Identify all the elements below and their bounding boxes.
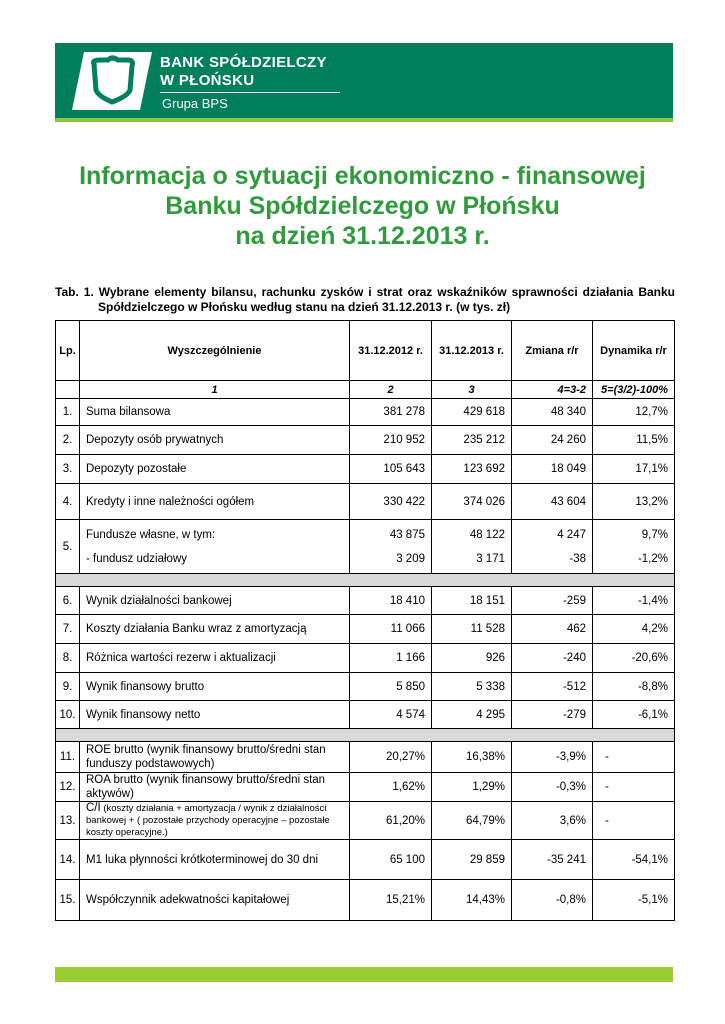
caption-line1: Tab. 1. Wybrane elementy bilansu, rachunku zysków i strat oraz wskaźników sprawności działania Banku [55, 285, 675, 299]
cell-change [512, 644, 593, 673]
value: 24 260 [550, 434, 586, 446]
table-row [56, 455, 675, 484]
cell-name [80, 587, 350, 615]
table-row [56, 615, 675, 644]
row-label: ROE brutto (wynik finansowy brutto/średni stan funduszy podstawowych) [86, 744, 326, 770]
separator-cell [56, 574, 675, 587]
table-row [56, 426, 675, 455]
cell-change [512, 673, 593, 701]
cell-lp: 8. [56, 644, 80, 673]
cell-name [80, 426, 350, 455]
value-main: 43 875 [389, 528, 425, 541]
logo-divider [160, 92, 340, 93]
value: - [605, 814, 609, 827]
row-label: Suma bilansowa [86, 406, 171, 418]
index-cell [56, 381, 80, 399]
cell-lp: 10. [56, 701, 80, 729]
cell-name [80, 742, 350, 773]
cell-lp: 6. [56, 587, 80, 615]
cell-v2012 [350, 701, 432, 729]
cell-change [512, 802, 593, 840]
value: -512 [562, 680, 586, 693]
cell-lp: 9. [56, 673, 80, 701]
value: -240 [562, 652, 586, 664]
cell-v2013 [432, 840, 512, 880]
value: 1,29% [472, 781, 505, 793]
value: 20,27% [385, 751, 425, 763]
col-header: Lp. [56, 321, 80, 381]
col-header: Zmiana r/r [512, 321, 593, 381]
cell-v2012 [350, 399, 432, 426]
cell-lp: 2. [56, 426, 80, 455]
table-row [56, 840, 675, 880]
cell-lp: 11. [56, 742, 80, 773]
table-row [56, 587, 675, 615]
cell-v2012 [350, 802, 432, 840]
value: 15,21% [385, 894, 425, 906]
cell-change [512, 701, 593, 729]
index-cell: 5=(3/2)-100% [593, 381, 675, 399]
cell-v2013 [432, 587, 512, 615]
cell-change [512, 455, 593, 484]
bank-logo-icon [72, 52, 152, 110]
cell-v2012 [350, 615, 432, 644]
cell-v2013 [432, 399, 512, 426]
cell-v2013 [432, 484, 512, 520]
cell-dyn [593, 673, 675, 701]
value-main: Fundusze własne, w tym: [86, 528, 216, 541]
separator-row [56, 574, 675, 587]
cell-v2012 [350, 673, 432, 701]
header-row [56, 321, 675, 381]
value: -279 [562, 708, 586, 721]
value: -54,1% [631, 853, 668, 866]
value: -0,8% [555, 894, 586, 906]
cell-v2013 [432, 520, 512, 574]
row-label: ROA brutto (wynik finansowy brutto/średni stan aktywów) [86, 774, 326, 800]
title-line1: Informacja o sytuacji ekonomiczno - finansowej [79, 162, 646, 190]
table-row [56, 773, 675, 802]
value: -5,1% [637, 894, 668, 906]
value: 16,38% [465, 751, 505, 763]
value-main: 4 247 [557, 528, 586, 541]
cell-v2012 [350, 840, 432, 880]
index-cell: 3 [432, 381, 512, 399]
value: 210 952 [383, 434, 425, 446]
cell-lp: 5. [56, 520, 80, 574]
cell-lp: 4. [56, 484, 80, 520]
value: 235 212 [463, 434, 505, 446]
value: 18 410 [389, 594, 425, 607]
value: -6,1% [637, 708, 668, 721]
cell-v2012 [350, 644, 432, 673]
value: 12,7% [635, 406, 668, 418]
table-row [56, 520, 675, 574]
cell-dyn [593, 484, 675, 520]
col-header: 31.12.2013 r. [432, 321, 512, 381]
cell-name [80, 484, 350, 520]
value: 65 100 [389, 853, 425, 866]
value: 462 [566, 623, 586, 635]
cell-name [80, 455, 350, 484]
cell-lp: 3. [56, 455, 80, 484]
value: 29 859 [469, 853, 505, 866]
cell-v2012 [350, 742, 432, 773]
cell-lp: 1. [56, 399, 80, 426]
value: 11,5% [636, 434, 668, 446]
value: -8,8% [637, 680, 668, 693]
table-row [56, 701, 675, 729]
group-name: Grupa BPS [162, 96, 228, 111]
col-header: Dynamika r/r [593, 321, 675, 381]
value: -3,9% [555, 751, 586, 763]
value-sub: - fundusz udziałowy [86, 552, 187, 565]
value: 5 850 [396, 680, 425, 693]
row-label: Depozyty osób prywatnych [86, 434, 224, 446]
value: 14,43% [465, 894, 505, 906]
cell-dyn [593, 644, 675, 673]
footer-band [55, 967, 673, 982]
row-label: Współczynnik adekwatności kapitałowej [86, 894, 290, 906]
cell-v2012 [350, 484, 432, 520]
value: 429 618 [463, 406, 505, 418]
value: 5 338 [476, 680, 505, 693]
cell-change [512, 840, 593, 880]
cell-change [512, 880, 593, 921]
row-label: Różnica wartości rezerw i aktualizacji [86, 652, 276, 664]
value: 61,20% [385, 814, 425, 827]
index-row [56, 381, 675, 399]
cell-v2013 [432, 880, 512, 921]
cell-change [512, 426, 593, 455]
cell-v2013 [432, 773, 512, 802]
cell-dyn [593, 399, 675, 426]
value: 105 643 [383, 463, 425, 475]
cell-lp: 14. [56, 840, 80, 880]
value: 64,79% [465, 814, 505, 827]
cell-v2013 [432, 426, 512, 455]
value: 43 604 [550, 495, 586, 508]
row-label-prefix: C/I [86, 802, 101, 814]
value: 13,2% [635, 495, 668, 508]
cell-change [512, 587, 593, 615]
value: - [605, 781, 609, 793]
title-line2: Banku Spółdzielczego w Płońsku [165, 192, 560, 220]
cell-dyn [593, 773, 675, 802]
value: 4 574 [396, 708, 425, 721]
value: 330 422 [383, 495, 425, 508]
cell-v2013 [432, 742, 512, 773]
value-sub: 3 171 [476, 552, 505, 565]
index-cell: 4=3-2 [512, 381, 593, 399]
table-row [56, 742, 675, 773]
value-sub: -38 [569, 552, 586, 565]
cell-name [80, 644, 350, 673]
cell-v2013 [432, 455, 512, 484]
cell-name [80, 673, 350, 701]
cell-dyn [593, 742, 675, 773]
cell-change [512, 399, 593, 426]
value: 123 692 [463, 463, 505, 475]
cell-dyn [593, 880, 675, 921]
value: 4,2% [641, 623, 668, 635]
value: 1 166 [396, 652, 425, 664]
value: - [605, 751, 609, 763]
value: 381 278 [383, 406, 425, 418]
cell-lp: 7. [56, 615, 80, 644]
value: -35 241 [546, 853, 586, 866]
cell-name [80, 615, 350, 644]
financial-table [55, 320, 675, 921]
index-cell: 2 [350, 381, 432, 399]
bank-name-line2: W PŁOŃSKU [160, 72, 255, 89]
value-sub: -1,2% [637, 552, 668, 565]
cell-name [80, 520, 350, 574]
cell-v2012 [350, 426, 432, 455]
cell-v2013 [432, 673, 512, 701]
cell-dyn [593, 840, 675, 880]
cell-v2012 [350, 455, 432, 484]
cell-v2012 [350, 773, 432, 802]
table-row [56, 880, 675, 921]
value: 18 151 [469, 594, 505, 607]
cell-v2013 [432, 615, 512, 644]
value: 926 [485, 652, 505, 664]
value: 18 049 [550, 463, 586, 475]
col-header: Wyszczególnienie [80, 321, 350, 381]
separator-row [56, 729, 675, 742]
row-label: Wynik finansowy netto [86, 708, 201, 721]
cell-v2012 [350, 520, 432, 574]
value: 1,62% [392, 781, 425, 793]
cell-lp: 13. [56, 802, 80, 840]
header-strip [55, 118, 673, 122]
value: -259 [562, 594, 586, 607]
table-row [56, 802, 675, 840]
table-caption [55, 285, 675, 315]
cell-v2013 [432, 644, 512, 673]
table-row [56, 399, 675, 426]
title-line3: na dzień 31.12.2013 r. [235, 222, 490, 250]
cell-lp: 15. [56, 880, 80, 921]
cell-change [512, 520, 593, 574]
value: 17,1% [635, 463, 668, 475]
row-label: Depozyty pozostałe [86, 463, 187, 475]
row-label: M1 luka płynności krótkoterminowej do 30 dni [86, 853, 319, 866]
value-main: 48 122 [469, 528, 505, 541]
value-sub: 3 209 [396, 552, 425, 565]
row-label: Koszty działania Banku wraz z amortyzacją [86, 623, 307, 635]
cell-change [512, 615, 593, 644]
value: -20,6% [631, 652, 668, 664]
cell-change [512, 773, 593, 802]
value-main: 9,7% [641, 528, 668, 541]
value: 11 066 [390, 623, 425, 635]
value: 11 528 [470, 623, 505, 635]
caption-line2: Spółdzielczego w Płońsku według stanu na dzień 31.12.2013 r. (w tys. zł) [98, 300, 511, 314]
table-row [56, 673, 675, 701]
cell-change [512, 742, 593, 773]
cell-name [80, 840, 350, 880]
col-header: 31.12.2012 r. [350, 321, 432, 381]
cell-v2013 [432, 701, 512, 729]
value: -1,4% [637, 594, 668, 607]
cell-name [80, 802, 350, 840]
cell-dyn [593, 701, 675, 729]
value: 374 026 [463, 495, 505, 508]
value: -0,3% [555, 781, 586, 793]
value: 48 340 [550, 406, 586, 418]
value: 3,6% [559, 814, 586, 827]
bank-name-line1: BANK SPÓŁDZIELCZY [160, 54, 327, 71]
separator-cell [56, 729, 675, 742]
cell-dyn [593, 426, 675, 455]
cell-name [80, 880, 350, 921]
index-cell: 1 [80, 381, 350, 399]
value: 4 295 [476, 708, 505, 721]
row-label: Kredyty i inne należności ogółem [86, 495, 255, 508]
row-label: Wynik działalności bankowej [86, 594, 232, 607]
row-label: Wynik finansowy brutto [86, 680, 205, 693]
cell-v2012 [350, 880, 432, 921]
cell-name [80, 399, 350, 426]
row-label: (koszty działania + amortyzacja / wynik z działalności bankowej + ( pozostałe przychody operacyjne – pozostałe koszty operacyjne.) [86, 803, 330, 838]
cell-v2012 [350, 587, 432, 615]
cell-change [512, 484, 593, 520]
table-row [56, 484, 675, 520]
cell-dyn [593, 455, 675, 484]
cell-lp: 12. [56, 773, 80, 802]
cell-name [80, 773, 350, 802]
cell-dyn [593, 615, 675, 644]
cell-v2013 [432, 802, 512, 840]
cell-dyn [593, 520, 675, 574]
cell-name [80, 701, 350, 729]
cell-dyn [593, 587, 675, 615]
cell-dyn [593, 802, 675, 840]
table-row [56, 644, 675, 673]
